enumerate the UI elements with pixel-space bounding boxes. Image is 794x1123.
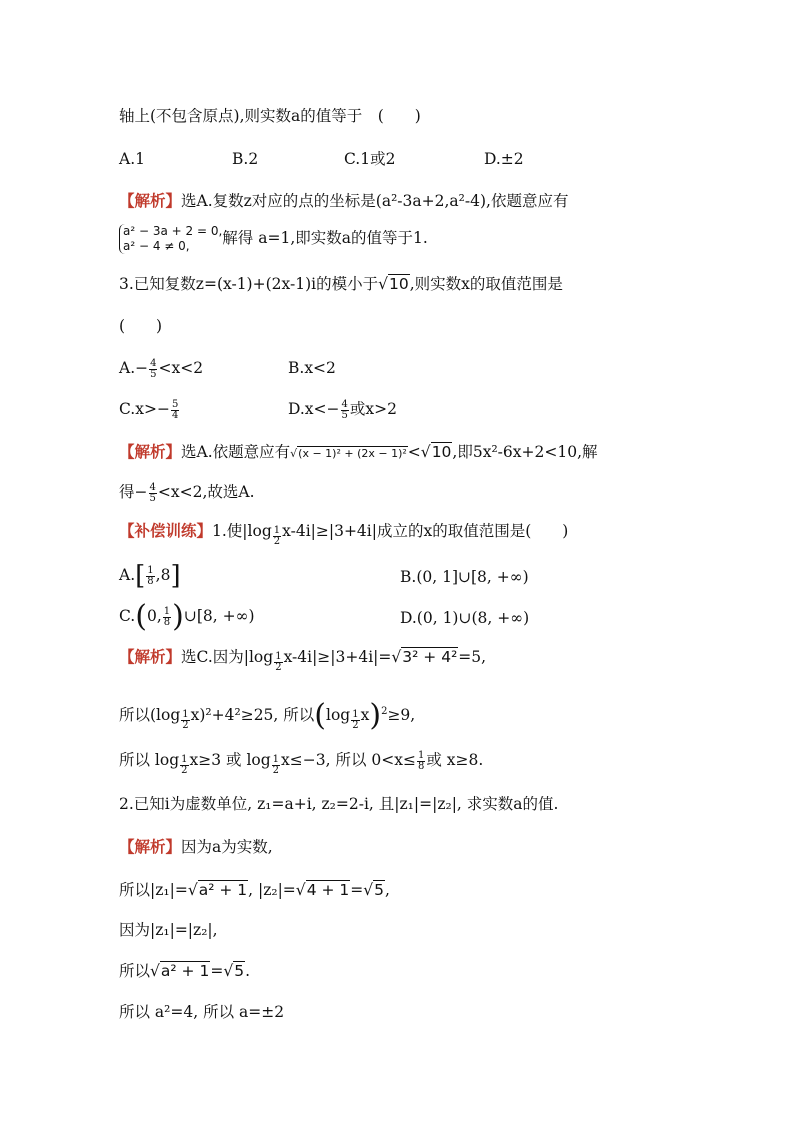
sqrt-radicand: (x − 1)² + (2x − 1)² xyxy=(298,447,407,460)
left-bracket: [ xyxy=(135,561,146,591)
numerator: 4 xyxy=(149,481,156,493)
log-base-fraction xyxy=(272,755,280,776)
denominator: 2 xyxy=(272,765,280,776)
opt-suffix: 或x>2 xyxy=(349,400,397,418)
equals: = xyxy=(350,881,364,899)
answer-text-2: , |z₂|= xyxy=(248,881,296,899)
q1-text-2: x-4i|≥|3+4i|成立的x的取值范围是( ) xyxy=(282,522,569,540)
equation-system xyxy=(119,224,222,254)
denominator: 8 xyxy=(417,760,425,772)
log-text: log xyxy=(326,706,351,724)
equation-1: a² − 3a + 2 = 0, xyxy=(123,224,223,238)
answer-text-2: ,即5x²-6x+2<10,解 xyxy=(452,443,598,461)
answer-text-3: x≤−3, 所以 0<x≤ xyxy=(281,751,416,769)
q3-answer-line1 xyxy=(119,440,598,466)
right-paren: ) xyxy=(369,698,382,733)
answer-text: 所以 xyxy=(119,962,151,980)
answer-result: 或 x≥8. xyxy=(426,751,484,769)
numerator: 1 xyxy=(181,754,188,765)
log-base-fraction xyxy=(273,526,281,547)
denominator: 4 xyxy=(171,409,179,421)
q2-stem-line xyxy=(119,104,421,128)
log-base-fraction xyxy=(351,710,359,731)
comp-answer-line3 xyxy=(119,748,483,776)
answer-text-2: x-4i|≥|3+4i|= xyxy=(283,648,392,666)
comp-q2-answer-line4 xyxy=(119,959,250,983)
opt-prefix: A. xyxy=(119,566,136,584)
sqrt-radicand: 5 xyxy=(374,881,385,899)
q3-answer-line2 xyxy=(119,480,255,504)
q3-option-b: B.x<2 xyxy=(288,359,336,377)
numerator: 1 xyxy=(182,709,189,720)
equation-2: a² − 4 ≠ 0, xyxy=(123,239,190,253)
opt-prefix: D.x<− xyxy=(288,400,340,418)
fraction xyxy=(163,607,171,628)
q3-stem-line2: ( ) xyxy=(119,317,163,335)
answer-text: 得− xyxy=(119,483,148,501)
comp-q2-answer-line3: 因为|z₁|=|z₂|, xyxy=(119,921,218,939)
sqrt-expression: √4 + 1 xyxy=(295,881,350,899)
comp-answer-line2 xyxy=(119,700,415,731)
exponent: 2 xyxy=(381,706,388,717)
opt-prefix: C.x>− xyxy=(119,400,170,418)
denominator: 2 xyxy=(273,536,281,547)
fraction xyxy=(146,566,154,587)
q3-stem-line1 xyxy=(119,272,563,296)
q3-stem-text: 3.已知复数z=(x-1)+(2x-1)i的模小于 xyxy=(119,275,379,293)
q2-option-b: B.2 xyxy=(232,150,259,168)
q3-option-c xyxy=(119,397,180,421)
right-paren: ) xyxy=(172,599,184,634)
numerator: 1 xyxy=(417,749,425,761)
answer-text: 选A.依题意应有 xyxy=(181,443,291,461)
numerator: 1 xyxy=(275,651,282,662)
right-bracket: ] xyxy=(170,561,181,591)
sqrt-expression: √3² + 4² xyxy=(391,648,458,666)
numerator: 1 xyxy=(147,564,154,576)
opt-prefix: A.− xyxy=(119,359,149,377)
comp-option-c xyxy=(119,599,255,634)
answer-text-2: <x<2,故选A. xyxy=(157,483,255,501)
numerator: 1 xyxy=(163,605,171,617)
numerator: 5 xyxy=(171,398,179,410)
left-paren: ( xyxy=(135,599,147,634)
opt-suffix: <x<2 xyxy=(158,359,204,377)
answer-text-2: x)²+4²≥25, 所以 xyxy=(190,706,315,724)
answer-tag: 【解析】 xyxy=(119,191,182,210)
log-base-fraction xyxy=(274,652,282,673)
comp-option-d: D.(0, 1)∪(8, +∞) xyxy=(400,609,530,627)
sqrt-radicand: a² + 1 xyxy=(160,962,210,980)
comp-q2-answer-line5: 所以 a²=4, 所以 a=±2 xyxy=(119,1003,285,1021)
q3-option-a xyxy=(119,356,203,380)
denominator: 8 xyxy=(147,575,154,587)
opt-suffix: ∪[8, +∞) xyxy=(183,607,255,625)
answer-text: 所以|z₁|= xyxy=(119,881,188,899)
denominator: 2 xyxy=(275,662,282,673)
sqrt-radicand: 5 xyxy=(234,962,245,980)
sqrt-radicand: 10 xyxy=(388,275,409,293)
sqrt-5: √5 xyxy=(223,962,245,980)
sqrt-expression: √a² + 1 xyxy=(187,881,248,899)
comp-option-a xyxy=(119,561,181,591)
q2-option-c: C.1或2 xyxy=(344,150,396,168)
numerator: 1 xyxy=(273,525,281,536)
sqrt-10: √10 xyxy=(378,275,409,293)
opt-prefix: C. xyxy=(119,607,136,625)
q2-answer-line2 xyxy=(119,224,428,254)
answer-text: 选C.因为|log xyxy=(181,648,274,666)
q2-answer-line1 xyxy=(119,189,568,213)
numerator: 4 xyxy=(341,398,348,410)
denominator: 8 xyxy=(163,616,171,628)
denominator: 5 xyxy=(341,409,348,421)
numerator: 4 xyxy=(150,357,157,369)
comp-q2-answer-line1 xyxy=(119,835,273,859)
log-base-fraction xyxy=(181,710,189,731)
sqrt-radicand: 3² + 4² xyxy=(402,648,458,666)
answer-text: 所以(log xyxy=(119,706,181,724)
punct: , xyxy=(385,881,390,899)
sqrt-5: √5 xyxy=(363,881,385,899)
sqrt-10: √10 xyxy=(420,443,452,461)
answer-result: ≥9, xyxy=(387,706,416,724)
denominator: 2 xyxy=(352,720,359,731)
punct: . xyxy=(245,962,251,980)
answer-text: 因为a为实数, xyxy=(181,838,273,856)
q2-option-a: A.1 xyxy=(119,150,145,168)
answer-tag: 【解析】 xyxy=(119,442,182,461)
compensation-tag: 【补偿训练】 xyxy=(119,521,213,540)
less-than: < xyxy=(407,443,421,461)
fraction xyxy=(171,400,179,421)
log-base-fraction xyxy=(180,755,188,776)
fraction xyxy=(341,400,349,421)
fraction xyxy=(417,751,425,772)
variable-x: x xyxy=(360,706,370,724)
q2-answer-text: 选A.复数z对应的点的坐标是(a²-3a+2,a²-4),依题意应有 xyxy=(181,192,569,210)
q2-answer-conclusion: 解得 a=1,即实数a的值等于1. xyxy=(222,229,428,247)
answer-tag: 【解析】 xyxy=(119,647,182,666)
comp-answer-line1 xyxy=(119,645,486,673)
comp-option-b: B.(0, 1]∪[8, +∞) xyxy=(400,568,529,586)
equals: = xyxy=(210,962,224,980)
answer-text-2: x≥3 或 log xyxy=(189,751,271,769)
fraction xyxy=(149,483,157,504)
q1-text: 1.使|log xyxy=(212,522,272,540)
denominator: 5 xyxy=(149,492,156,504)
comp-q2-answer-line2 xyxy=(119,878,390,902)
q3-stem-text-2: ,则实数x的取值范围是 xyxy=(409,275,563,293)
denominator: 5 xyxy=(150,368,157,380)
sqrt-radicand: a² + 1 xyxy=(198,881,248,899)
interval-start: 0, xyxy=(146,607,162,625)
denominator: 2 xyxy=(182,720,189,731)
sqrt-radicand: 10 xyxy=(431,443,452,461)
q2-option-d: D.±2 xyxy=(484,150,524,168)
sqrt-radicand: 4 + 1 xyxy=(306,881,350,899)
sqrt-expression: √a² + 1 xyxy=(150,962,210,980)
left-paren: ( xyxy=(314,698,326,733)
comp-q1-line xyxy=(119,519,568,547)
q3-option-d xyxy=(288,397,397,421)
fraction xyxy=(149,359,157,380)
q2-stem-text: 轴上(不包含原点),则实数a的值等于 ( ) xyxy=(119,107,421,125)
answer-text: 所以 log xyxy=(119,751,180,769)
opt-suffix: ,8 xyxy=(155,566,171,584)
answer-tag: 【解析】 xyxy=(119,837,182,856)
numerator: 1 xyxy=(272,754,280,765)
sqrt-expression: √(x − 1)² + (2x − 1)² xyxy=(290,447,407,460)
denominator: 2 xyxy=(181,765,188,776)
numerator: 1 xyxy=(352,709,359,720)
answer-result: =5, xyxy=(458,648,487,666)
comp-q2-line: 2.已知i为虚数单位, z₁=a+i, z₂=2-i, 且|z₁|=|z₂|, 求实数a的值. xyxy=(119,795,559,813)
